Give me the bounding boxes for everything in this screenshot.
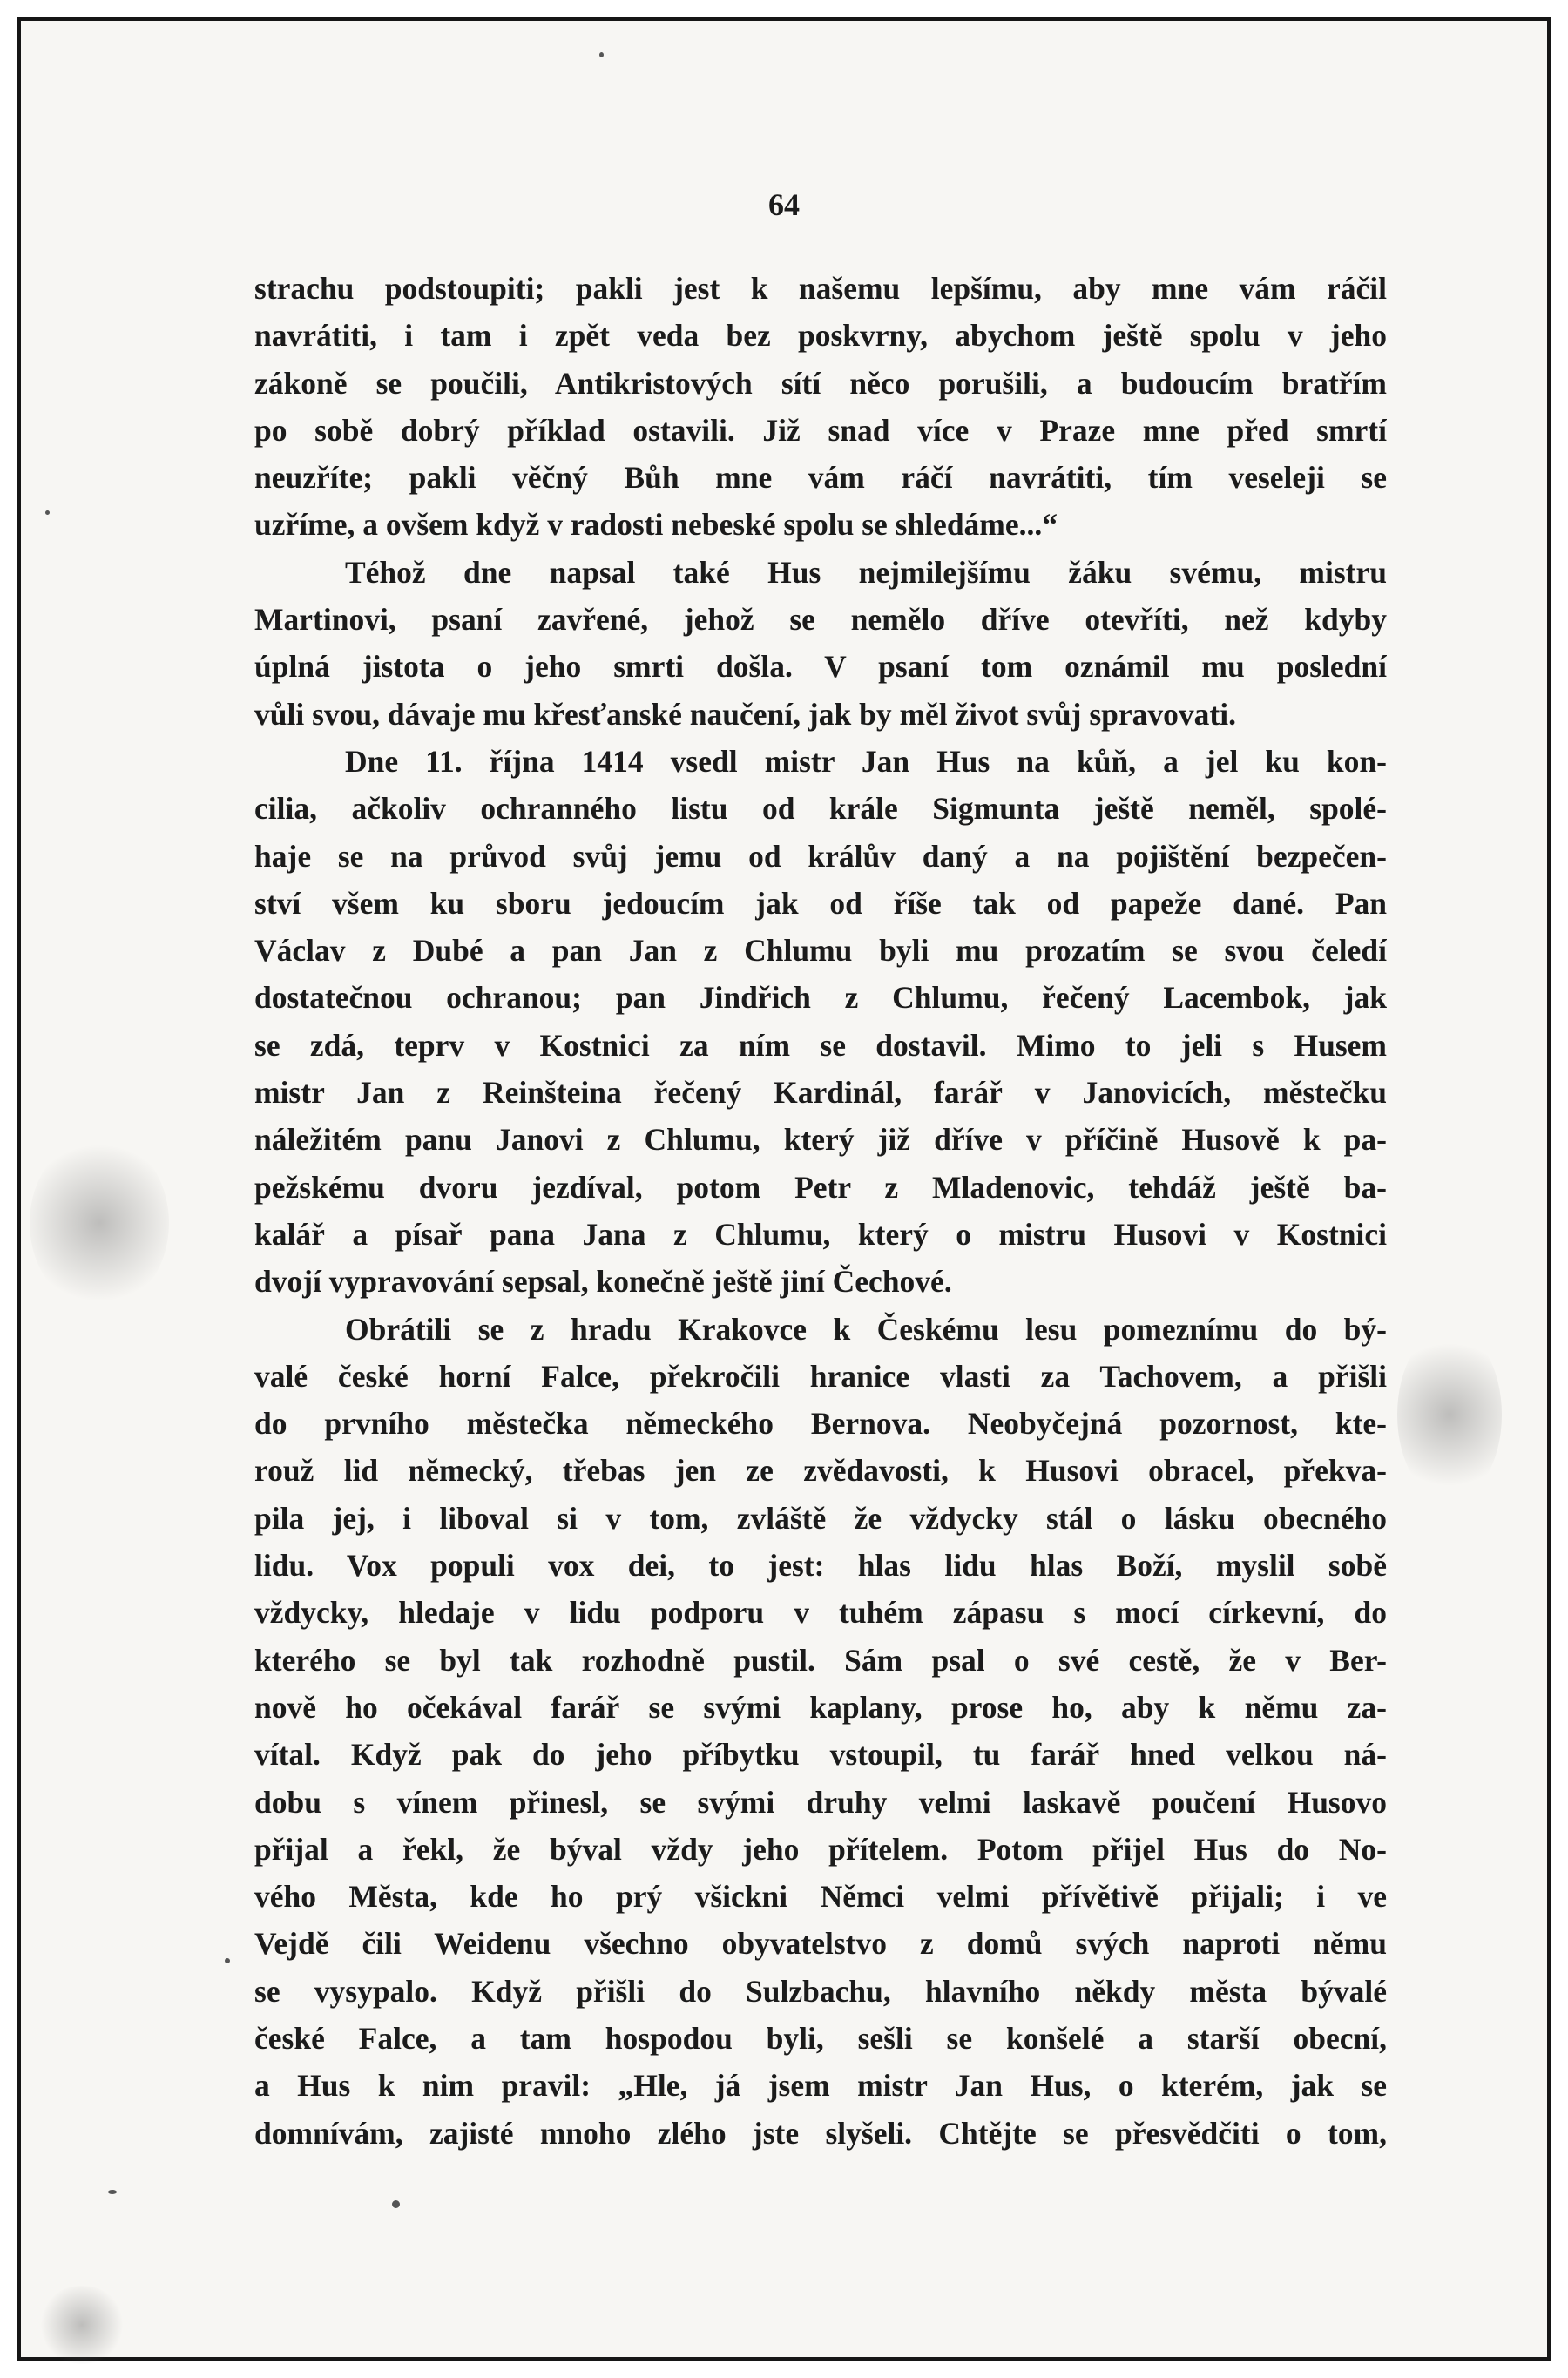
scan-speck xyxy=(108,2190,117,2194)
text-line: zákoně se poučili, Antikristových sítí něco porušili, a budoucím bratřím xyxy=(254,365,1387,401)
body-text xyxy=(254,265,1387,2157)
text-line: české Falce, a tam hospodou byli, sešli se konšelé a starší obecní, xyxy=(254,2020,1387,2056)
text-line: dvojí vypravování sepsal, konečně ještě jiní Čechové. xyxy=(254,1264,952,1300)
scan-speck xyxy=(45,510,50,515)
text-line: vždycky, hledaje v lidu podporu v tuhém zápasu s mocí církevní, do xyxy=(254,1595,1387,1631)
text-line: se zdá, teprv v Kostnici za ním se dostavil. Mimo to jeli s Husem xyxy=(254,1027,1387,1063)
text-line: nově ho očekával farář se svými kaplany, prose ho, aby k němu za- xyxy=(254,1689,1387,1725)
text-line: rouž lid německý, třebas jen ze zvědavosti, k Husovi obracel, překva- xyxy=(254,1453,1387,1489)
text-line: do prvního městečka německého Bernova. Neobyčejná pozornost, kte- xyxy=(254,1406,1387,1442)
text-line: se vysypalo. Když přišli do Sulzbachu, hlavního někdy města bývalé xyxy=(254,1973,1387,2009)
text-line: Martinovi, psaní zavřené, jehož se nemělo dříve otevříti, než kdyby xyxy=(254,602,1387,638)
text-line: kalář a písař pana Jana z Chlumu, který o mistru Husovi v Kostnici xyxy=(254,1216,1387,1252)
text-line: přijal a řekl, že býval vždy jeho přítelem. Potom přijel Hus do No- xyxy=(254,1831,1387,1867)
text-line: pežskému dvoru jezdíval, potom Petr z Mladenovic, tehdáž ještě ba- xyxy=(254,1169,1387,1205)
text-line: pila jej, i liboval si v tom, zvláště že vždycky stál o lásku obecného xyxy=(254,1500,1387,1536)
text-line: úplná jistota o jeho smrti došla. V psaní tom oznámil mu poslední xyxy=(254,649,1387,685)
text-line: mistr Jan z Reinšteina řečený Kardinál, farář v Janovicích, městečku xyxy=(254,1075,1387,1111)
text-line: Václav z Dubé a pan Jan z Chlumu byli mu prozatím se svou čeledí xyxy=(254,933,1387,969)
text-line: cilia, ačkoliv ochranného listu od krále Sigmunta ještě neměl, spolé- xyxy=(254,791,1387,827)
text-line: Vejdě čili Weidenu všechno obyvatelstvo z domů svých naproti němu xyxy=(254,1926,1387,1962)
text-line: navrátiti, i tam i zpět veda bez poskvrny, abychom ještě spolu v jeho xyxy=(254,318,1387,354)
text-line: neuzříte; pakli věčný Bůh mne vám ráčí navrátiti, tím veseleji se xyxy=(254,460,1387,496)
text-line: vítal. Když pak do jeho příbytku vstoupil, tu farář hned velkou ná- xyxy=(254,1737,1387,1773)
scan-speck xyxy=(392,2200,400,2208)
text-line: Obrátili se z hradu Krakovce k Českému lesu pomeznímu do bý- xyxy=(345,1311,1387,1347)
text-line: ství všem ku sboru jedoucím jak od říše tak od papeže dané. Pan xyxy=(254,885,1387,921)
text-line: domnívám, zajisté mnoho zlého jste slyšeli. Chtějte se přesvědčiti o tom, xyxy=(254,2115,1387,2151)
scan-smudge xyxy=(38,2286,125,2364)
text-line: strachu podstoupiti; pakli jest k našemu lepšímu, aby mne vám ráčil xyxy=(254,271,1387,306)
scan-smudge xyxy=(30,1136,169,1310)
text-line: kterého se byl tak rozhodně pustil. Sám psal o své cestě, že v Ber- xyxy=(254,1642,1387,1678)
scan-smudge xyxy=(1397,1327,1502,1502)
text-line: vůli svou, dávaje mu křesťanské naučení, jak by měl život svůj spravovati. xyxy=(254,696,1236,732)
book-page xyxy=(17,17,1551,2361)
text-line: haje se na průvod svůj jemu od králův daný a na pojištění bezpečen- xyxy=(254,838,1387,874)
text-line: a Hus k nim pravil: „Hle, já jsem mistr Jan Hus, o kterém, jak se xyxy=(254,2068,1387,2104)
text-line: po sobě dobrý příklad ostavili. Již snad více v Praze mne před smrtí xyxy=(254,412,1387,448)
text-line: dostatečnou ochranou; pan Jindřich z Chlumu, řečený Lacembok, jak xyxy=(254,980,1387,1016)
text-line: valé české horní Falce, překročili hranice vlasti za Tachovem, a přišli xyxy=(254,1358,1387,1394)
scan-speck xyxy=(599,52,604,57)
page-number: 64 xyxy=(768,187,800,222)
text-line: Téhož dne napsal také Hus nejmilejšímu žáku svému, mistru xyxy=(345,554,1387,590)
text-line: Dne 11. října 1414 vsedl mistr Jan Hus na kůň, a jel ku kon- xyxy=(345,743,1387,779)
text-line: lidu. Vox populi vox dei, to jest: hlas lidu hlas Boží, myslil sobě xyxy=(254,1548,1387,1584)
scan-speck xyxy=(225,1958,230,1963)
text-line: dobu s vínem přinesl, se svými druhy velmi laskavě poučení Husovo xyxy=(254,1784,1387,1820)
text-line: uzříme, a ovšem když v radosti nebeské spolu se shledáme...“ xyxy=(254,507,1058,543)
text-line: náležitém panu Janovi z Chlumu, který již dříve v příčině Husově k pa- xyxy=(254,1122,1387,1158)
text-line: vého Města, kde ho prý všickni Němci velmi přívětivě přijali; i ve xyxy=(254,1879,1387,1915)
